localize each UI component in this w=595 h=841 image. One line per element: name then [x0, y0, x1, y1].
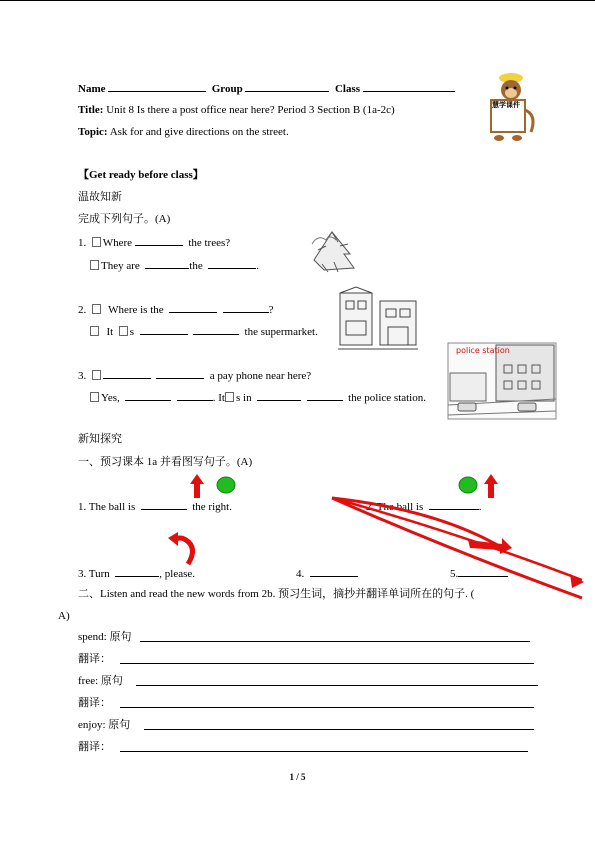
original-sentence-label: 原句 — [100, 675, 123, 687]
green-ball-icon — [216, 476, 236, 494]
original-sentence-label: 原句 — [109, 631, 132, 643]
title-label: Title: — [78, 104, 104, 116]
part1-instruction: 一、预习课本 1a 并看图写句子。(A) — [78, 456, 253, 468]
q1-text-c: They are — [101, 260, 140, 272]
part2-instruction: 二、Listen and read the new words from 2b. 预习生词，摘抄并翻译单词所在的句子. ( — [78, 588, 475, 600]
review-instruction: 完成下列句子。(A) — [78, 213, 171, 225]
missing-glyph-icon — [90, 326, 99, 336]
q3-line2 — [90, 390, 426, 405]
topic-text: Ask for and give directions on the street. — [109, 126, 289, 138]
enjoy-answer-line[interactable] — [144, 729, 534, 730]
ball1-text-b: the right. — [192, 501, 232, 513]
turn-blank[interactable] — [115, 566, 159, 577]
item-4-number: 4. — [296, 568, 305, 580]
police-station-sign: police station — [456, 346, 510, 355]
q2-line2 — [90, 324, 318, 339]
translate-answer-line-1[interactable] — [120, 663, 534, 664]
translate-row-3: 翻译： — [78, 741, 111, 753]
supermarket-street-picture — [338, 287, 418, 353]
enjoy-row — [78, 718, 130, 732]
review-heading: 温故知新 — [78, 191, 122, 203]
q3-text-e: the police station. — [348, 392, 426, 404]
q2-text-c: It — [106, 326, 114, 338]
q2-text-d: s — [129, 326, 135, 338]
name-row — [78, 81, 455, 96]
q1-blank-1[interactable] — [135, 235, 183, 246]
spend-row — [78, 630, 131, 644]
section-ready-heading: 【Get ready before class】 — [78, 169, 204, 181]
q1-number: 1. — [78, 237, 87, 249]
missing-glyph-icon — [225, 392, 234, 402]
new-heading: 新知探究 — [78, 433, 122, 445]
q3-blank-3[interactable] — [125, 390, 171, 401]
spend-answer-line[interactable] — [140, 641, 530, 642]
q3-blank-1[interactable] — [103, 368, 151, 379]
q3-blank-5[interactable] — [257, 390, 301, 401]
translate-row-2: 翻译： — [78, 697, 111, 709]
name-blank[interactable] — [108, 81, 206, 92]
free-answer-line[interactable] — [136, 685, 538, 686]
logo-text: 慧学课件 — [492, 101, 520, 109]
trees-picture — [304, 224, 366, 276]
missing-glyph-icon — [92, 304, 101, 314]
ball1-text-a: 1. The ball is — [78, 501, 136, 513]
missing-glyph-icon — [90, 260, 99, 270]
q1-text-b: the trees? — [188, 237, 231, 249]
q1-text-e: . — [256, 260, 259, 272]
group-blank[interactable] — [245, 81, 329, 92]
ball-sentence-1 — [78, 499, 232, 514]
q2-text-b: ? — [268, 304, 274, 316]
turn-left-arrow-icon — [168, 532, 198, 566]
translate-answer-line-3[interactable] — [120, 751, 528, 752]
class-label: Class — [334, 83, 361, 95]
q1-blank-3[interactable] — [208, 258, 256, 269]
q2-blank-1[interactable] — [169, 302, 217, 313]
word-spend: spend: — [78, 631, 107, 643]
page-number: 1 / 5 — [289, 772, 306, 782]
q3-text-b: Yes, — [101, 392, 120, 404]
word-free: free: — [78, 675, 99, 687]
ball1-blank[interactable] — [141, 499, 187, 510]
q1-line1 — [78, 235, 230, 250]
q3-number: 3. — [78, 370, 87, 382]
topic-row — [78, 125, 289, 139]
translate-answer-line-2[interactable] — [120, 707, 534, 708]
q3-blank-4[interactable] — [177, 390, 213, 401]
free-row — [78, 674, 123, 688]
item-5 — [450, 566, 508, 581]
class-blank[interactable] — [363, 81, 455, 92]
original-sentence-label: 原句 — [108, 719, 131, 731]
q1-line2 — [90, 258, 259, 273]
word-enjoy: enjoy: — [78, 719, 106, 731]
missing-glyph-icon — [90, 392, 99, 402]
ball2-text-a: 2. The ball is — [366, 501, 424, 513]
q3-text-a: a pay phone near here? — [209, 370, 312, 382]
missing-glyph-icon — [119, 326, 128, 336]
item-4-blank[interactable] — [310, 566, 358, 577]
q2-blank-4[interactable] — [193, 324, 239, 335]
up-arrow-icon — [190, 474, 204, 498]
q1-text-d: the — [189, 260, 203, 272]
missing-glyph-icon — [92, 370, 101, 380]
top-border — [0, 0, 595, 1]
q2-number: 2. — [78, 304, 87, 316]
q1-blank-2[interactable] — [145, 258, 189, 269]
item-5-blank[interactable] — [458, 566, 508, 577]
missing-glyph-icon — [92, 237, 101, 247]
q1-text-a: Where — [102, 237, 133, 249]
group-label: Group — [211, 83, 243, 95]
q3-blank-2[interactable] — [156, 368, 204, 379]
q3-line1 — [78, 368, 311, 383]
turn-text-b: , please. — [159, 568, 196, 580]
q2-text-a: Where is the — [108, 304, 164, 316]
q3-blank-6[interactable] — [307, 390, 343, 401]
q2-line1 — [78, 302, 274, 317]
item-5-number: 5. — [450, 568, 459, 580]
topic-label: Topic: — [78, 126, 108, 138]
q2-blank-2[interactable] — [223, 302, 269, 313]
name-label: Name — [78, 83, 106, 95]
q3-text-d: s in — [236, 392, 252, 404]
q2-blank-3[interactable] — [140, 324, 188, 335]
turn-sentence — [78, 566, 195, 581]
ball2-text-b: . — [478, 501, 482, 513]
q2-text-e: the supermarket. — [244, 326, 318, 338]
title-text: Unit 8 Is there a post office near here? Period 3 Section B (1a-2c) — [106, 104, 395, 116]
turn-text-a: 3. Turn — [78, 568, 110, 580]
item-4 — [296, 566, 358, 581]
title-row — [78, 103, 395, 117]
part2-level: A) — [58, 610, 70, 622]
translate-row-1: 翻译： — [78, 653, 111, 665]
q3-text-c: . It — [212, 392, 225, 404]
